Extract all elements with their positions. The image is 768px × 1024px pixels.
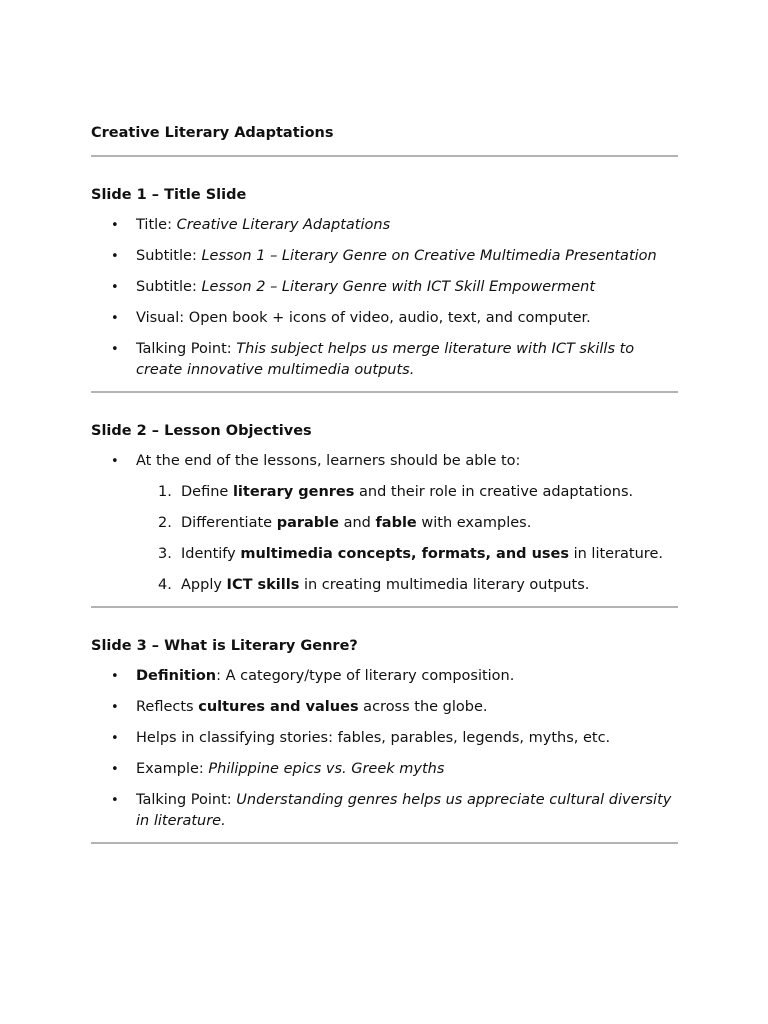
divider <box>91 391 678 393</box>
bullet-text: Helps in classifying stories: fables, parables, legends, myths, etc. <box>136 730 611 746</box>
list-item <box>91 759 678 780</box>
list-item <box>91 697 678 718</box>
objective-keyword: ICT skills <box>226 577 300 593</box>
bullet-value: Lesson 2 – Literary Genre with ICT Skill Empowerment <box>201 279 596 295</box>
bullet-value: Lesson 1 – Literary Genre on Creative Multimedia Presentation <box>201 248 657 264</box>
objective-text: and <box>338 515 376 531</box>
item-number: 4. <box>158 577 172 593</box>
objective-keyword: parable <box>276 515 339 531</box>
bullet-value: This subject helps us merge literature with ICT skills to create innovative multimedia outputs. <box>136 341 635 378</box>
objective-text: Apply <box>181 577 227 593</box>
bullet-label: Talking Point: <box>136 341 237 357</box>
list-item <box>91 308 678 329</box>
objective-item <box>91 482 678 503</box>
bullet-value: Philippine epics vs. Greek myths <box>208 761 445 777</box>
objective-keyword: multimedia concepts, formats, and uses <box>240 546 569 562</box>
slide-1-bullet-list <box>91 215 678 381</box>
bullet-value: Understanding genres helps us appreciate cultural diversity in literature. <box>136 792 672 829</box>
list-item <box>91 666 678 687</box>
slide-1-section <box>91 186 678 381</box>
bullet-keyword: cultures and values <box>198 699 359 715</box>
objective-text: and their role in creative adaptations. <box>354 484 634 500</box>
bullet-keyword: Definition <box>136 668 217 684</box>
item-number: 3. <box>158 546 172 562</box>
objective-text: Define <box>181 484 233 500</box>
slide-3-section <box>91 637 678 832</box>
divider <box>91 606 678 608</box>
slide-3-bullet-list <box>91 666 678 832</box>
divider <box>91 155 678 157</box>
bullet-label: Subtitle: <box>136 279 202 295</box>
bullet-value: Creative Literary Adaptations <box>176 217 391 233</box>
bullet-label: Visual: Open book + icons of video, audio, text, and computer. <box>136 310 591 326</box>
bullet-text: : A category/type of literary composition. <box>216 668 515 684</box>
list-item <box>91 215 678 236</box>
objective-text: in literature. <box>568 546 663 562</box>
objective-keyword: literary genres <box>232 484 355 500</box>
list-item <box>91 790 678 832</box>
objectives-intro: At the end of the lessons, learners should be able to: <box>136 453 521 469</box>
objective-keyword: fable <box>375 515 417 531</box>
objective-item <box>91 575 678 596</box>
bullet-text: Reflects <box>136 699 199 715</box>
list-item <box>91 339 678 381</box>
objective-text: Differentiate <box>181 515 277 531</box>
bullet-label: Talking Point: <box>136 792 237 808</box>
objective-text: Identify <box>181 546 241 562</box>
slide-3-heading: Slide 3 – What is Literary Genre? <box>91 638 358 654</box>
objective-text: in creating multimedia literary outputs. <box>299 577 590 593</box>
list-item <box>91 728 678 749</box>
slide-1-heading: Slide 1 – Title Slide <box>91 187 247 203</box>
list-item <box>91 451 678 472</box>
slide-2-section <box>91 422 678 596</box>
item-number: 1. <box>158 484 172 500</box>
divider <box>91 842 678 844</box>
document-page <box>91 124 678 844</box>
objective-item <box>91 544 678 565</box>
item-number: 2. <box>158 515 172 531</box>
slide-2-heading: Slide 2 – Lesson Objectives <box>91 423 312 439</box>
objective-item <box>91 513 678 534</box>
objectives-list <box>91 482 678 596</box>
list-item <box>91 246 678 267</box>
list-item <box>91 277 678 298</box>
bullet-label: Title: <box>136 217 177 233</box>
bullet-text: across the globe. <box>358 699 488 715</box>
bullet-label: Subtitle: <box>136 248 202 264</box>
bullet-label: Example: <box>136 761 209 777</box>
objective-text: with examples. <box>416 515 532 531</box>
slide-2-bullet-list <box>91 451 678 472</box>
document-title: Creative Literary Adaptations <box>91 125 334 141</box>
